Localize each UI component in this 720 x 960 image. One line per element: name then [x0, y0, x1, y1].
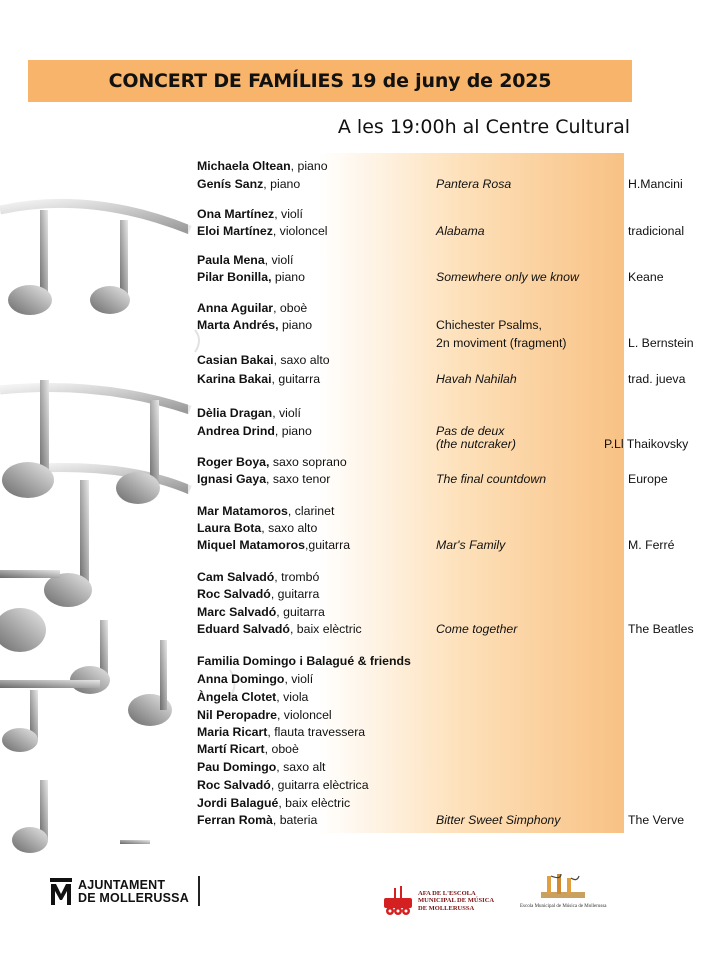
- composer: The Verve: [628, 813, 685, 827]
- performer-instrument: saxo soprano: [269, 455, 347, 469]
- performer-instrument: , saxo alto: [273, 353, 330, 367]
- ajuntament-line2: DE MOLLERUSSA: [78, 891, 189, 905]
- performer-line: [197, 207, 303, 221]
- performer-instrument: , bateria: [272, 813, 318, 827]
- performer-instrument: , violí: [274, 207, 303, 221]
- work-title: Alabama: [436, 224, 485, 238]
- performer-line: [197, 690, 308, 704]
- performer-line: [197, 521, 317, 535]
- performer-name: Casian Bakai: [197, 353, 274, 367]
- performer-line: [197, 760, 325, 774]
- performer-line: [197, 372, 320, 386]
- performer-line: [197, 622, 362, 636]
- page-subtitle: A les 19:00h al Centre Cultural: [337, 116, 630, 138]
- performer-instrument: , violí: [264, 253, 294, 267]
- afa-logo: [382, 886, 494, 916]
- afa-line3: DE MOLLERUSSA: [418, 904, 475, 912]
- performer-instrument: , guitarra: [271, 372, 321, 386]
- performer-line: [197, 318, 312, 332]
- performer-line: [197, 725, 365, 739]
- performer-instrument: , saxo tenor: [266, 472, 331, 486]
- performer-line: [197, 708, 332, 722]
- composer: tradicional: [628, 224, 685, 238]
- performer-instrument: , violoncel: [272, 224, 328, 238]
- performer-name: Miquel Matamoros: [197, 538, 305, 552]
- performer-line: [197, 159, 328, 173]
- performer-name: Jordi Balagué: [197, 796, 279, 810]
- ajuntament-m-icon: [50, 878, 72, 906]
- ajuntament-logo: [50, 878, 189, 906]
- performer-instrument: , trombó: [274, 570, 320, 584]
- work-title: The final countdown: [436, 472, 547, 486]
- composer: L. Bernstein: [628, 336, 694, 350]
- work-title-line2: 2n moviment (fragment): [436, 336, 567, 350]
- performer-name: Pilar Bonilla,: [197, 270, 272, 284]
- composer: P.Ll Thaikovsky: [604, 437, 689, 451]
- performer-name: Karina Bakai: [197, 372, 272, 386]
- performer-line: [197, 270, 305, 284]
- performer-name: Marta Andrés,: [197, 318, 279, 332]
- performer-instrument: , saxo alt: [276, 760, 326, 774]
- performer-instrument: , saxo alto: [261, 521, 318, 535]
- afa-line1: AFA DE L'ESCOLA: [418, 889, 476, 897]
- performer-name: Ignasi Gaya: [197, 472, 267, 486]
- performer-name: Eduard Salvadó: [197, 622, 290, 636]
- performer-instrument: , baix elèctric: [289, 622, 362, 636]
- performer-line: [197, 455, 347, 469]
- performer-line: [197, 587, 319, 601]
- performer-line: [197, 605, 325, 619]
- performer-instrument: , viola: [276, 690, 309, 704]
- performer-name: Cam Salvadó: [197, 570, 275, 584]
- escola-logo: [520, 872, 607, 909]
- composer: H.Mancini: [628, 177, 683, 191]
- performer-line: [197, 778, 369, 792]
- performer-instrument: , violí: [272, 406, 301, 420]
- performer-name: Àngela Clotet: [197, 690, 277, 704]
- performer-instrument: , flauta travessera: [267, 725, 366, 739]
- composer: Europe: [628, 472, 668, 486]
- performer-name: Paula Mena: [197, 253, 265, 267]
- performer-line: [197, 472, 330, 486]
- escola-caption: Escola Municipal de Música de Mollerussa: [520, 904, 607, 909]
- performer-line: [197, 538, 350, 552]
- performer-name: Andrea Drind: [197, 424, 275, 438]
- performer-name: Roc Salvadó: [197, 778, 271, 792]
- performer-instrument: , guitarra: [270, 587, 320, 601]
- group-name: Familia Domingo i Balagué & friends: [197, 654, 411, 668]
- page-title: CONCERT DE FAMÍLIES 19 de juny de 2025: [108, 70, 552, 92]
- performer-instrument: ,guitarra: [304, 538, 351, 552]
- performer-instrument: piano: [278, 318, 313, 332]
- performer-name: Eloi Martínez: [197, 224, 273, 238]
- performer-line: [197, 742, 299, 756]
- performer-name: Martí Ricart: [197, 742, 265, 756]
- performer-instrument: , guitarra: [276, 605, 325, 619]
- performer-name: Michaela Oltean: [197, 159, 291, 173]
- performer-name: Ferran Romà: [197, 813, 273, 827]
- performer-name: Laura Bota: [197, 521, 262, 535]
- performer-instrument: , oboè: [273, 301, 308, 315]
- composer: trad. jueva: [628, 372, 686, 386]
- work-title: Pas de deux: [436, 424, 505, 438]
- performer-name: Marc Salvadó: [197, 605, 277, 619]
- performer-name: Anna Domingo: [197, 672, 285, 686]
- performer-instrument: piano: [271, 270, 305, 284]
- work-title: Come together: [436, 622, 518, 636]
- work-title: Chichester Psalms,: [436, 318, 542, 332]
- performer-line: [197, 353, 330, 367]
- performer-name: Dèlia Dragan: [197, 406, 273, 420]
- performer-line: [197, 406, 301, 420]
- work-title: Pantera Rosa: [436, 177, 512, 191]
- work-title-line2: (the nutcraker): [436, 437, 516, 451]
- ajuntament-line1: AJUNTAMENT: [78, 878, 166, 892]
- performer-instrument: , guitarra elèctrica: [270, 778, 369, 792]
- music-train-icon: [382, 886, 414, 916]
- footer-divider: [198, 876, 200, 906]
- performer-line: [197, 177, 300, 191]
- title-bar: [28, 60, 632, 102]
- afa-line2: MUNICIPAL DE MÚSICA: [418, 897, 495, 905]
- performer-line: [197, 672, 313, 686]
- work-title: Bitter Sweet Simphony: [436, 813, 561, 827]
- composer: Keane: [628, 270, 664, 284]
- performer-instrument: , piano: [263, 177, 301, 191]
- performer-line: [197, 301, 307, 315]
- performer-instrument: , baix elèctric: [278, 796, 351, 810]
- performer-name: Roc Salvadó: [197, 587, 271, 601]
- work-title: Somewhere only we know: [436, 270, 579, 284]
- performer-line: [197, 796, 350, 810]
- escola-emblem-icon: [541, 872, 585, 902]
- performer-line: [197, 253, 293, 267]
- performer-name: Genís Sanz: [197, 177, 264, 191]
- work-title: Mar's Family: [436, 538, 506, 552]
- performer-instrument: , oboè: [264, 742, 299, 756]
- performer-instrument: , violoncel: [276, 708, 332, 722]
- performer-name: Pau Domingo: [197, 760, 277, 774]
- performer-instrument: , clarinet: [287, 504, 335, 518]
- composer: M. Ferré: [628, 538, 675, 552]
- performer-name: Roger Boya,: [197, 455, 270, 469]
- performer-name: Maria Ricart: [197, 725, 268, 739]
- performer-instrument: , piano: [290, 159, 328, 173]
- performer-line: [197, 224, 328, 238]
- performer-line: [197, 504, 334, 518]
- performer-line: [197, 813, 317, 827]
- composer: The Beatles: [628, 622, 694, 636]
- performer-name: Nil Peropadre: [197, 708, 277, 722]
- performer-name: Mar Matamoros: [197, 504, 288, 518]
- performer-name: Ona Martínez: [197, 207, 275, 221]
- performer-instrument: , piano: [274, 424, 312, 438]
- performer-name: Anna Aguilar: [197, 301, 274, 315]
- performer-line: [197, 570, 319, 584]
- performer-instrument: , violí: [284, 672, 314, 686]
- work-title: Havah Nahilah: [436, 372, 517, 386]
- performer-line: [197, 424, 312, 438]
